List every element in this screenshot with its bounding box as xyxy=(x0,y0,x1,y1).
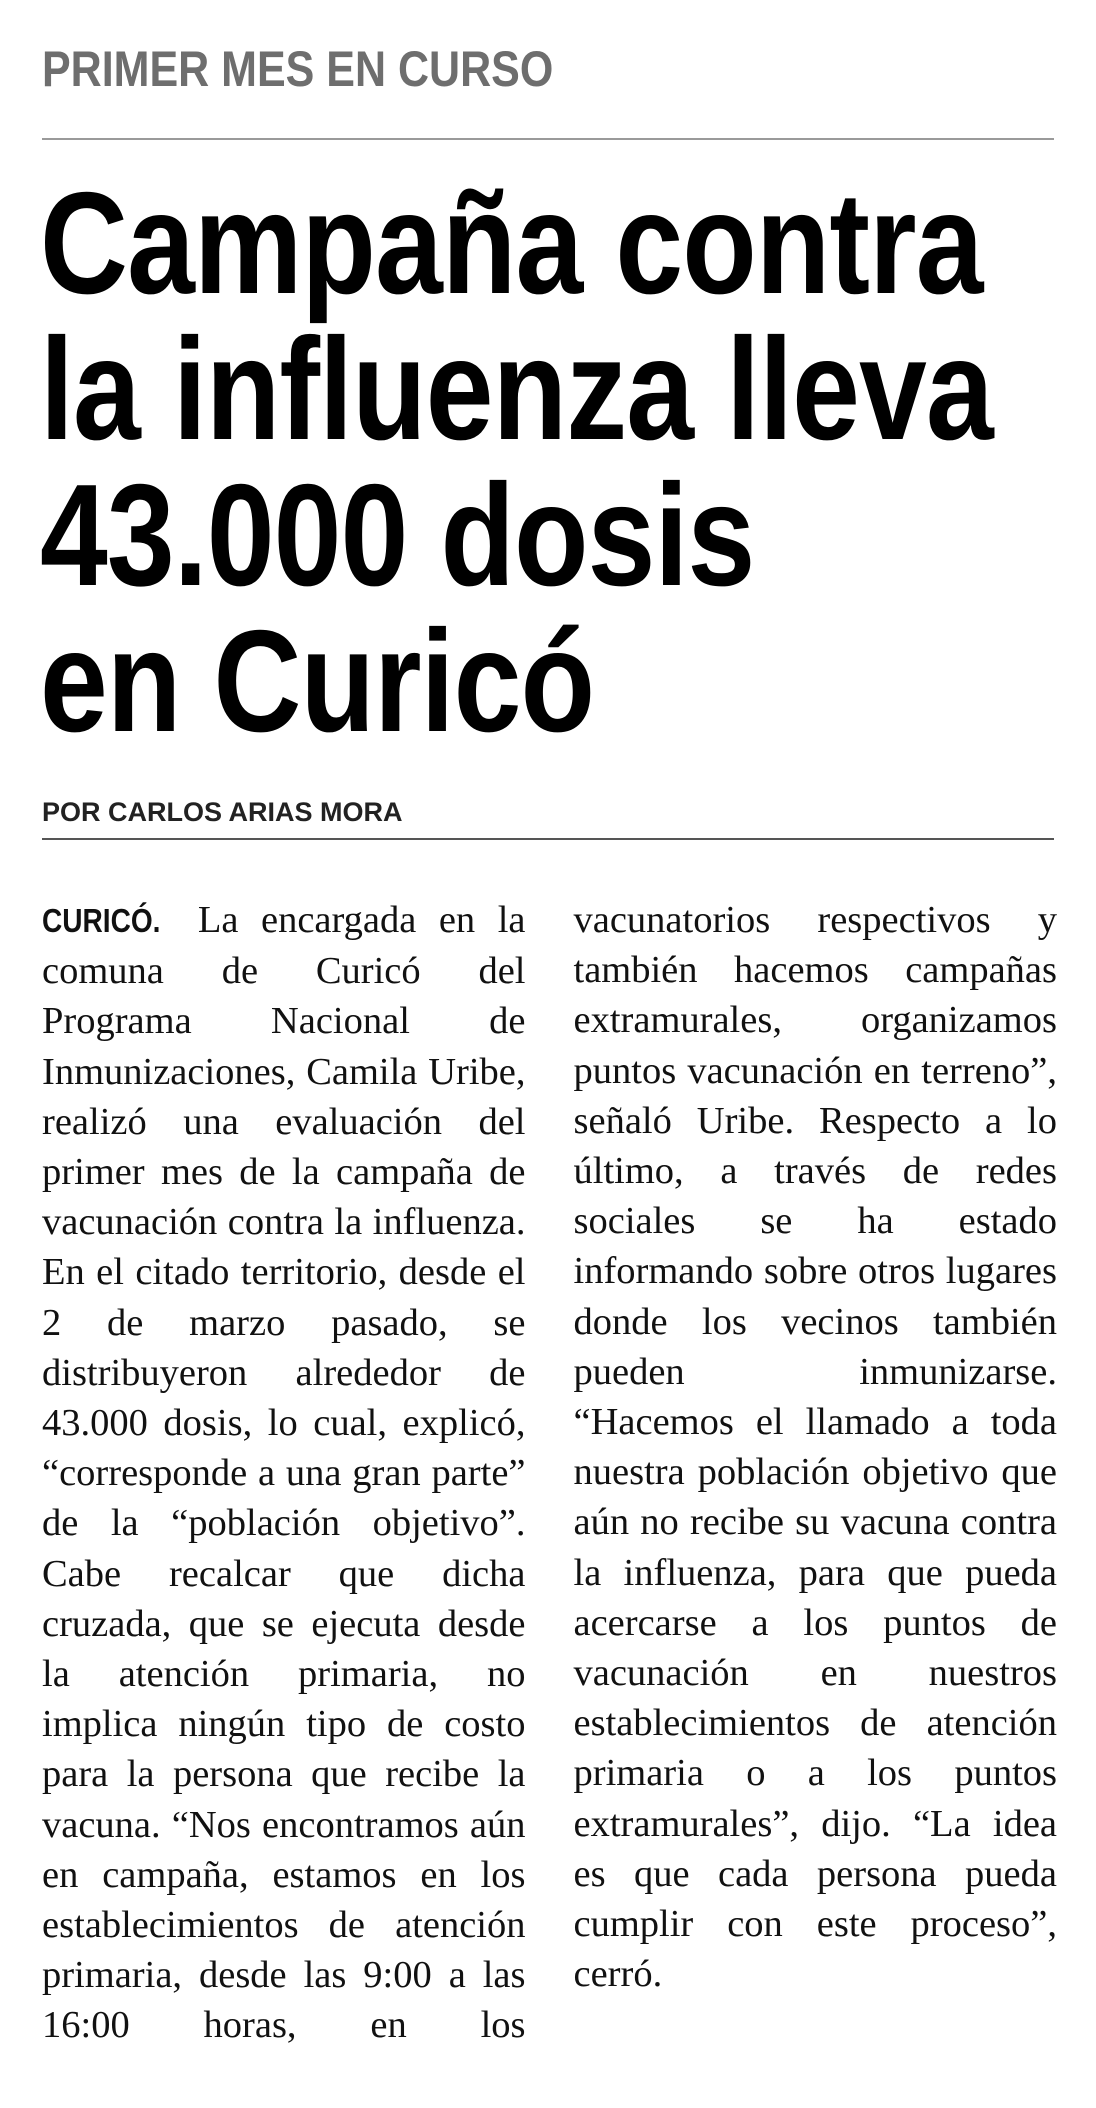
byline: POR CARLOS ARIAS MORA xyxy=(42,797,403,827)
headline-line: 43.000 dosis xyxy=(40,454,755,616)
body-text: La encargada en la comuna de Curicó del Programa Nacional de Inmunizaciones, Camila Uribe, realizó una evaluación del primer mes de la campaña de vacunación contra la influenza. En el citado territorio, desde el 2 de marzo pasado, se distribuyeron alrededor de 43.000 dosis, lo cual, explicó, “corresponde a una gran parte” de la “población objetivo”. Cabe recalcar que dicha cruzada, que se ejecuta desde la atención primaria, no implica ningún tipo de costo para la persona que recibe la vacuna. “Nos encontramos aún en campaña, estamos en los establecimientos de atención primaria, desde las 9:00 a las 16:00 horas, en los vacunatorios respectivos y también hacemos campañas extramurales, organizamos puntos vacunación en terreno”, señaló Uribe. Respecto a lo último, a través de redes sociales se ha estado informando sobre otros lugares donde los vecinos también pueden inmunizarse. “Hacemos el llamado a toda nuestra población objetivo que aún no recibe su vacuna contra la influenza, para que pueda acercarse a los puntos de vacunación en nuestros establecimientos de atención primaria o a los puntos extramurales”, dijo. “La idea es que cada persona pueda cumplir con este proceso”, cerró. xyxy=(42,899,1057,2047)
dateline: CURICÓ. xyxy=(42,902,161,939)
article-body xyxy=(42,895,1057,2075)
byline-divider xyxy=(42,838,1054,840)
headline xyxy=(40,162,993,762)
headline-line: en Curicó xyxy=(40,600,595,762)
top-divider xyxy=(42,138,1054,140)
article-paragraph xyxy=(42,895,1057,2075)
section-kicker: PRIMER MES EN CURSO xyxy=(42,41,554,97)
headline-line: la influenza lleva xyxy=(40,308,993,470)
headline-line: Campaña contra xyxy=(40,162,983,324)
